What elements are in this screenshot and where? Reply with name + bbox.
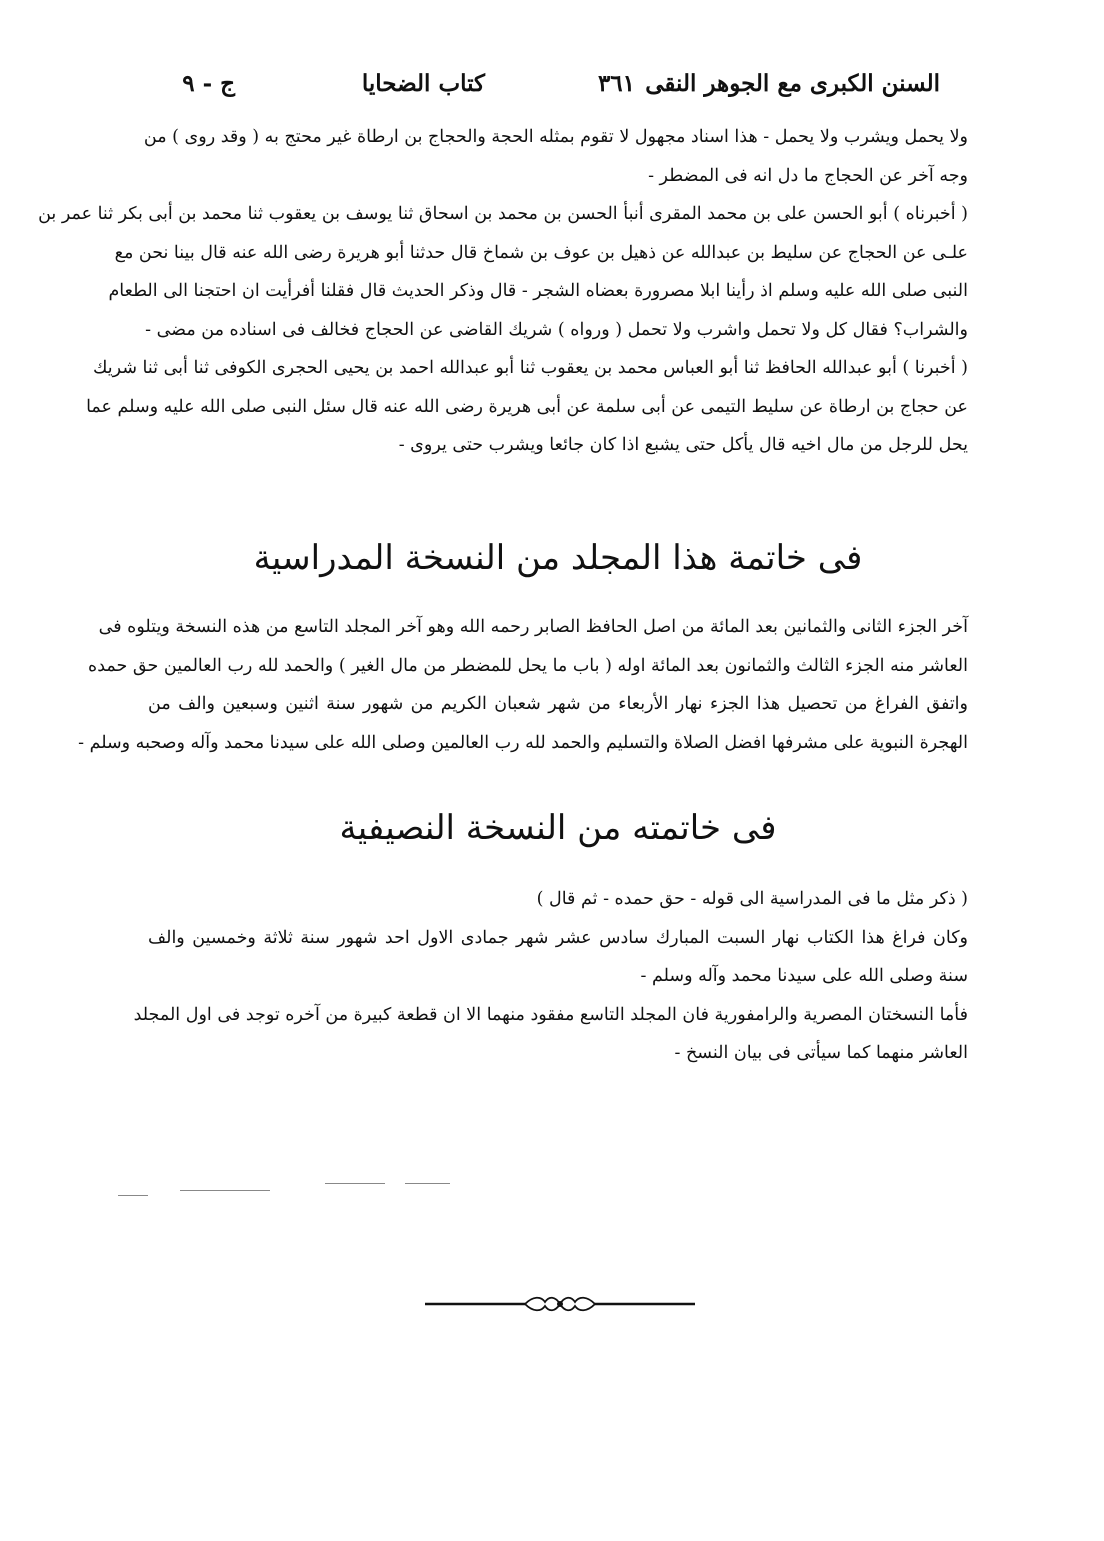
- text-line: ( ذكر مثل ما فى المدراسية الى قوله - حق حمده - ثم قال ): [536, 889, 968, 909]
- text-line: العاشر منهما كما سيأتى فى بيان النسخ -: [674, 1043, 968, 1063]
- closing-ornament: [425, 1292, 695, 1316]
- faint-rule: [405, 1183, 450, 1184]
- section-heading-madrasiya: فى خاتمة هذا المجلد من النسخة المدراسية: [253, 538, 863, 578]
- text-line: عن حجاج بن ارطاة عن سليط التيمى عن أبى سلمة عن أبى هريرة رضى الله عنه قال سئل النبى صلى الله عليه وسلم عما: [86, 396, 968, 417]
- colophon-madrasiya: [78, 608, 968, 762]
- text-line: الهجرة النبوية على مشرفها افضل الصلاة والتسليم والحمد لله رب العالمين وصلى الله على سيدنا محمد وآله وصحبه وسلم -: [78, 732, 968, 753]
- header-section-title: كتاب الضحايا: [361, 70, 485, 97]
- text-line: يحل للرجل من مال اخيه قال يأكل حتى يشبع اذا كان جائعا ويشرب حتى يروى -: [398, 435, 968, 455]
- header-book-title: السنن الكبرى مع الجوهر النقى: [645, 70, 940, 97]
- header-volume: ج - ٩: [182, 70, 235, 97]
- faint-rule: [180, 1190, 270, 1191]
- hadith-text-block: [38, 118, 968, 465]
- header-page-number: ٣٦١: [597, 70, 635, 97]
- text-line: النبى صلى الله عليه وسلم اذ رأينا ابلا مصرورة بعضاه الشجر - قال وذكر الحديث قال فقلنا أفرأيت ان احتجنا الى الطعام: [108, 281, 968, 301]
- text-line: ( أخبرنا ) أبو عبدالله الحافظ ثنا أبو العباس محمد بن يعقوب ثنا أبو عبدالله احمد بن يحيى الحجرى الكوفى ثنا أبى ثنا شريك: [93, 358, 968, 378]
- text-line: ( أخبرناه ) أبو الحسن على بن محمد المقرى أنبأ الحسن بن محمد بن اسحاق ثنا يوسف بن يعقوب ثنا محمد بن أبى بكر ثنا عمر بن: [38, 204, 968, 224]
- text-line: علـى عن الحجاج عن سليط بن عبدالله عن ذهيل بن عوف بن شماخ قال حدثنا أبو هريرة رضى الله عنه قال بينا نحن مع: [114, 242, 968, 263]
- text-line: فأما النسختان المصرية والرامفورية فان المجلد التاسع مفقود منهما الا ان قطعة كبيرة من آخره توجد فى اول المجلد: [133, 1004, 968, 1025]
- text-line: آخر الجزء الثانى والثمانين بعد المائة من اصل الحافظ الصابر رحمه الله وهو آخر المجلد التاسع من هذه النسخة ويتلوه فى: [98, 617, 968, 637]
- text-line: واتفق الفراغ من تحصيل هذا الجزء نهار الأربعاء من شهر شعبان الكريم من شهور سنة اثنين وسبعين والف من: [148, 694, 968, 714]
- faint-rule: [118, 1195, 148, 1196]
- running-header: [150, 66, 940, 106]
- text-line: وكان فراغ هذا الكتاب نهار السبت المبارك سادس عشر شهر جمادى الاول احد شهور سنة ثلاثة وخمسين والف: [148, 927, 968, 948]
- text-line: والشراب؟ فقال كل ولا تحمل واشرب ولا تحمل ( ورواه ) شريك القاضى عن الحجاج فخالف فى اسناده من مضى -: [145, 319, 968, 340]
- text-line: العاشر منه الجزء الثالث والثمانون بعد المائة اوله ( باب ما يحل للمضطر من مال الغير ) والحمد لله رب العالمين حق حمده: [88, 655, 968, 676]
- colophon-nusayfiya: [133, 880, 968, 1073]
- text-line: ولا يحمل ويشرب ولا يحمل - هذا اسناد مجهول لا تقوم بمثله الحجة والحجاج بن ارطاة غير محتج به ( وقد روى ) من: [143, 127, 968, 147]
- section-heading-nusayfiya: فى خاتمته من النسخة النصيفية: [339, 808, 777, 848]
- text-line: سنة وصلى الله على سيدنا محمد وآله وسلم -: [640, 966, 968, 986]
- text-line: وجه آخر عن الحجاج ما دل انه فى المضطر -: [648, 165, 968, 186]
- faint-rule: [325, 1183, 385, 1184]
